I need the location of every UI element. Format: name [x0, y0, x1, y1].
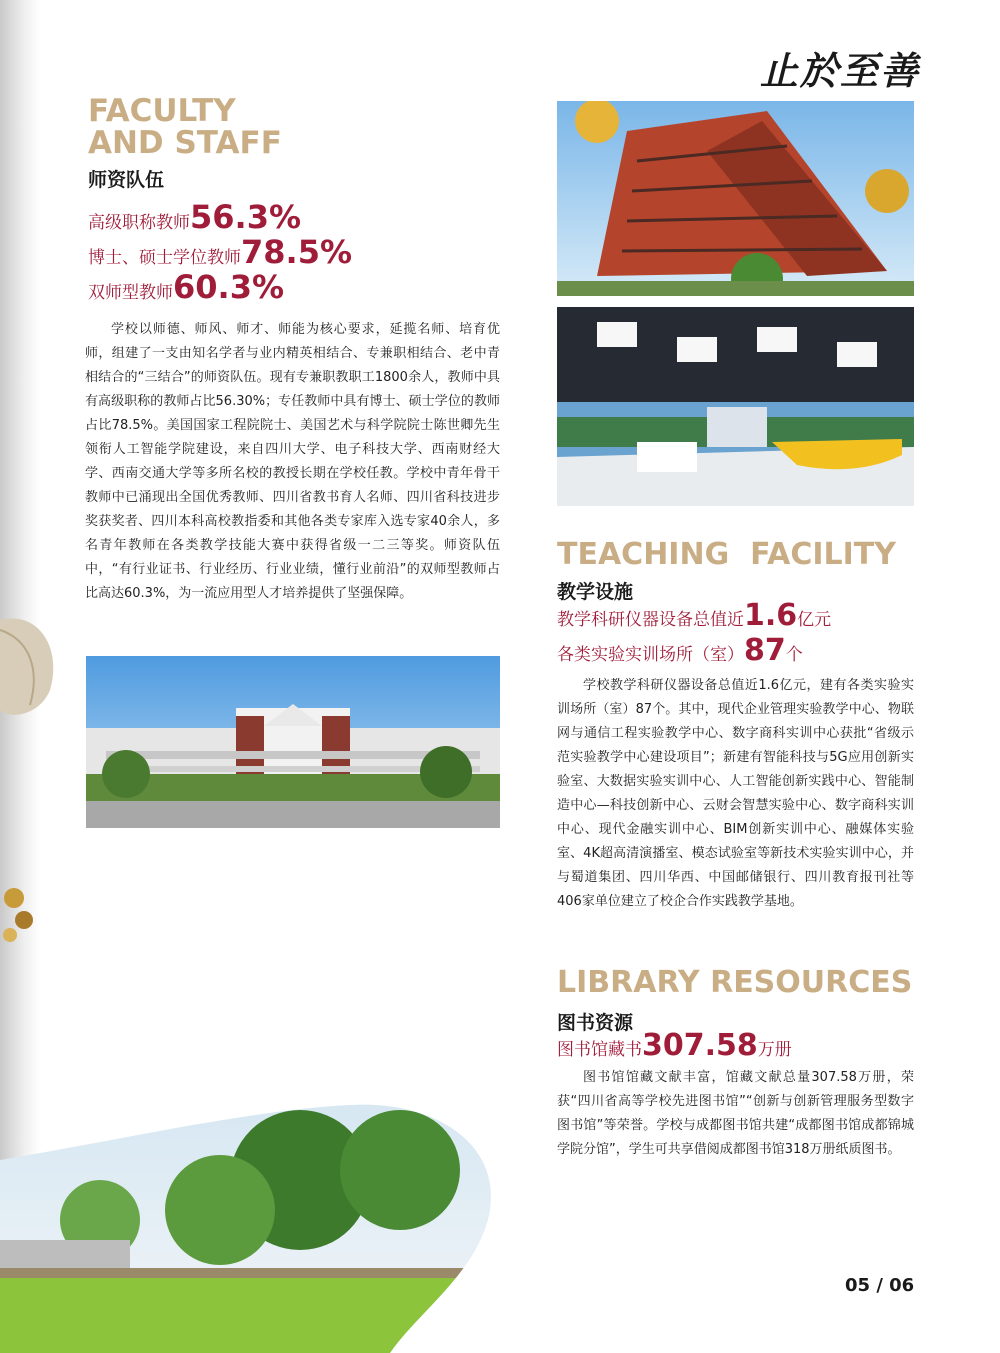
red-building-photo [557, 101, 914, 296]
stat-label: 高级职称教师 [88, 213, 190, 233]
stat-unit: 万册 [757, 1040, 792, 1060]
teaching-title-en: TEACHING FACILITY [557, 537, 896, 572]
library-title-zh: 图书资源 [557, 1012, 634, 1034]
campus-lawn-photo [0, 1100, 500, 1353]
page-number: 05 / 06 [845, 1275, 915, 1296]
faculty-title-en-line1: FACULTY [88, 93, 236, 129]
stat-doctor-master-teachers [88, 233, 352, 271]
leaf-decoration-icon [0, 610, 60, 720]
stat-label: 双师型教师 [88, 283, 173, 303]
teaching-body-text: 学校教学科研仪器设备总值近1.6亿元，建有各类实验实训场所（室）87个。其中，现代企业管理实验教学中心、物联网与通信工程实验教学中心、数字商科实训中心获批“省级示范实验教学中心建设项目”；新建有智能科技与5G应用创新实验室、大数据实验实训中心、人工智能创新实践中心、智能制造中心—科技创新中心、云财会智慧实验中心、数字商科实训中心、现代金融实训中心、BIM创新实训中心、融媒体实验室、4K超高清演播室、模态试验室等新技术实验实训中心，并与蜀道集团、四川华西、中国邮储银行、四川教育报刊社等406家单位建立了校企合作实践教学基地。 [557, 678, 914, 909]
stat-value: 87 [744, 633, 786, 668]
faculty-body-text: 学校以师德、师风、师才、师能为核心要求，延揽名师、培育优师，组建了一支由知名学者与业内精英相结合、专兼职相结合、老中青相结合的“三结合”的师资队伍。现有专兼职教职工1800余人，教师中具有高级职称的教师占比56.30%；专任教师中具有博士、硕士学位的教师占比78.5%。美国国家工程院院士、美国艺术与科学院院士陈世卿先生领衔人工智能学院建设，来自四川大学、电子科技大学、西南财经大学、西南交通大学等多所名校的教授长期在学校任教。学校中青年骨干教师中已涌现出全国优秀教师、四川省教书育人名师、四川省科技进步奖获奖者、四川本科高校教指委和其他各类专家库入选专家40余人，多名青年教师在各类教学技能大赛中获得省级一二三等奖。师资队伍中，“有行业证书、行业经历、行业业绩，懂行业前沿”的双师型教师占比高达60.3%，为一流应用型人才培养提供了坚强保障。 [85, 322, 500, 601]
campus-building-photo [86, 656, 500, 828]
faculty-title-zh: 师资队伍 [88, 169, 165, 191]
stat-label: 各类实验实训场所（室） [557, 645, 744, 665]
stat-library-books [557, 1028, 792, 1063]
stat-senior-title-teachers [88, 198, 301, 236]
stat-label: 博士、硕士学位教师 [88, 248, 241, 268]
stat-value: 1.6 [744, 598, 798, 633]
stat-value: 60.3% [173, 268, 285, 306]
stat-unit: 亿元 [797, 610, 832, 630]
faculty-title-en-line2: AND STAFF [88, 125, 282, 161]
teaching-title-zh: 教学设施 [557, 581, 634, 603]
stat-lab-count [557, 633, 803, 668]
library-body-text: 图书馆馆藏文献丰富，馆藏文献总量307.58万册，荣获“四川省高等学校先进图书馆”“创新与创新管理服务型数字图书馆”等荣誉。学校与成都图书馆共建“成都图书馆成都锦城学院分馆”，学生可共享借阅成都图书馆318万册纸质图书。 [557, 1070, 914, 1157]
stat-value: 56.3% [190, 198, 302, 236]
library-title-en: LIBRARY RESOURCES [557, 965, 913, 1000]
stat-value: 307.58 [642, 1028, 758, 1063]
studio-photo [557, 307, 914, 506]
stat-dual-qualified-teachers [88, 268, 284, 306]
flower-decoration-icon [0, 880, 40, 950]
stat-value: 78.5% [241, 233, 353, 271]
school-motto-calligraphy: 止於至善 [760, 48, 921, 93]
stat-unit: 个 [785, 645, 803, 665]
stat-label: 教学科研仪器设备总值近 [557, 610, 744, 630]
stat-label: 图书馆藏书 [557, 1040, 642, 1060]
stat-equipment-value [557, 598, 831, 633]
